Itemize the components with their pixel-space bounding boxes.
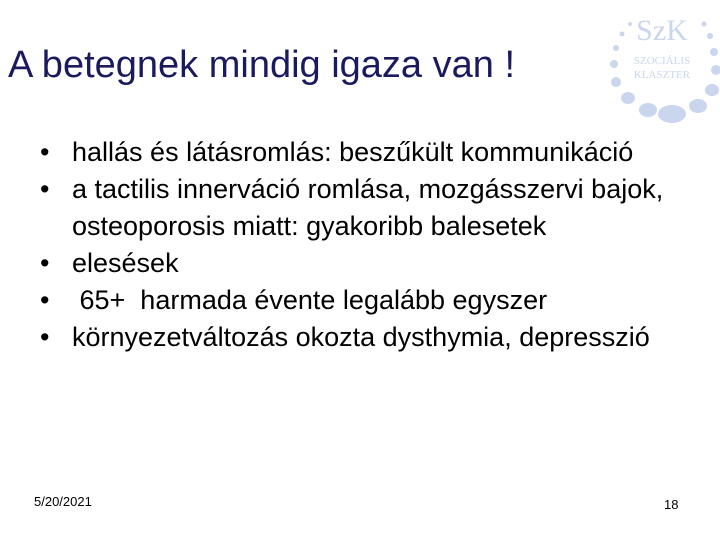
bullet-item (40, 134, 700, 171)
bullet-marker: • (40, 322, 50, 352)
bullet-marker: • (40, 174, 50, 204)
logo-text-line1: SZOCIÁLIS (633, 55, 691, 67)
bullet-text: 65+ harmada évente legalább egyszer (72, 285, 548, 315)
bullet-item (40, 171, 700, 245)
bullet-item (40, 319, 700, 356)
page-number: 18 (664, 497, 679, 512)
bullet-text: elesések (72, 248, 179, 278)
szocialis-klaszter-logo-icon (606, 4, 720, 130)
slide-title: A betegnek mindig igaza van ! (8, 44, 516, 86)
bullet-item (40, 245, 700, 282)
bullet-item (40, 282, 700, 319)
bullet-marker: • (40, 248, 50, 278)
footer-date: 5/20/2021 (34, 494, 92, 509)
bullet-marker: • (40, 285, 50, 315)
bullet-marker: • (40, 137, 50, 167)
bullet-list (40, 134, 700, 356)
bullet-text: környezetváltozás okozta dysthymia, depresszió (72, 322, 650, 352)
logo-monogram: SzK (636, 14, 688, 47)
logo-text-line2: KLASZTER (633, 69, 691, 81)
bullet-text: a tactilis innerváció romlása, mozgásszervi bajok, osteoporosis miatt: gyakoribb balesetek (72, 174, 664, 241)
bullet-text: hallás és látásromlás: beszűkült kommunikáció (72, 137, 634, 167)
